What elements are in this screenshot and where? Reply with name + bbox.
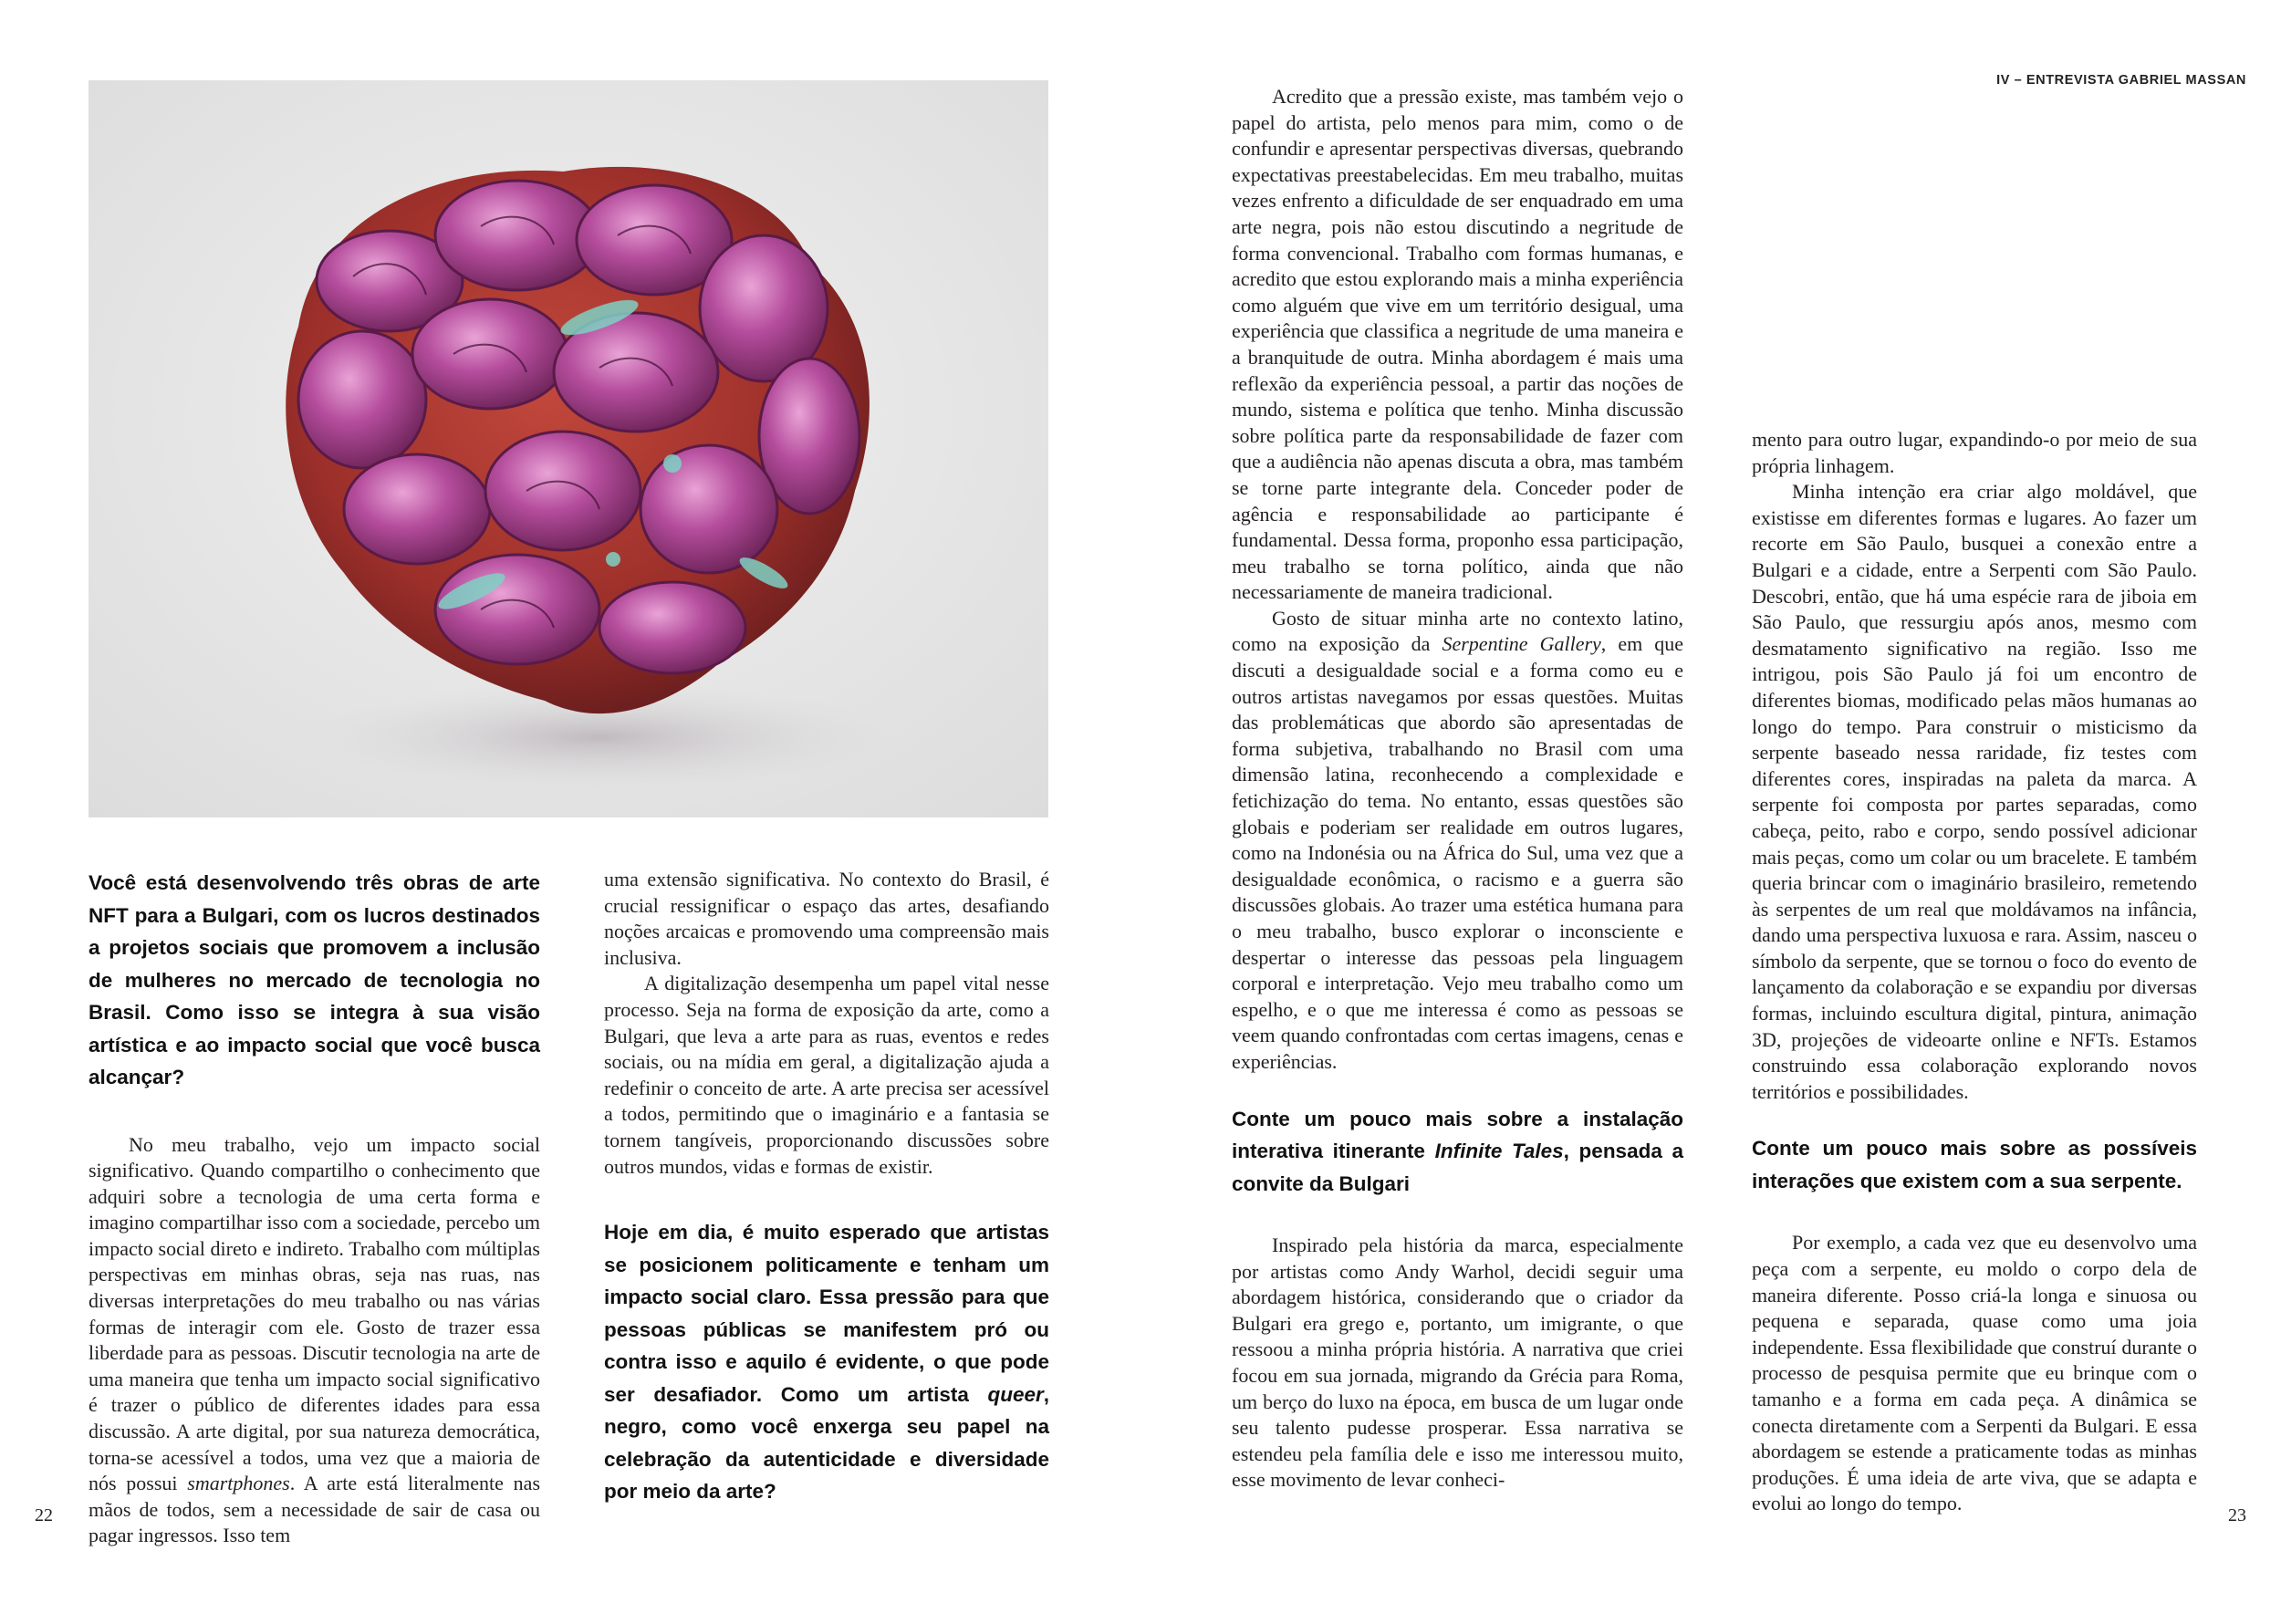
- sculpture-image: [89, 80, 1048, 817]
- answer-paragraph: mento para outro lugar, expandindo-o por meio de sua própria linhagem.: [1752, 428, 2197, 477]
- answer-paragraph: Minha intenção era criar algo moldável, que existisse em diferentes formas e lugares. Ao fazer um recorte em São Paulo, busquei a conexão entre a Bulgari e a cidade, entre a Serpenti com São Paulo. Descobri, então, que há uma espécie rara de jiboia em São Paulo, que ressurgiu após anos, mesmo com desmatamento significativo na região. Isso me intrigou, pois São Paulo já foi um encontro de diferentes biomas, modificado pelas mãos humanas ao longo do tempo. Para construir o misticismo da serpente baseado nessa raridade, fiz testes com diferentes cores, inspiradas na paleta da marca. A serpente foi composta por partes separadas, como cabeça, peito, rabo e corpo, sendo possível adicionar mais peças, como um colar ou um bracelete. E também queria brincar com o imaginário brasileiro, remetendo às serpentes de um real que moldávamos na infância, dando uma perspectiva luxuosa e rara. Assim, nasceu o símbolo da serpente, que se tornou o foco do evento de lançamento da colaboração e se expandiu por diversas formas, incluindo escultura digital, pintura, animação 3D, projeções de videoarte online e NFTs. Estamos construindo essa colaboração explorando novos territórios e possibilidades.: [1752, 480, 2197, 1103]
- answer-paragraph: No meu trabalho, vejo um impacto social significativo. Quando compartilho o conhecimento que adquiri sobre a tecnologia de uma certa forma e imagino compartilhar isso com a sociedade, percebo um impacto social direto e indireto. Trabalho com múltiplas perspectivas em minhas obras, seja nas ruas, nas diversas interpretações do meu trabalho ou nas várias formas de interagir com ele. Gosto de trazer essa liberdade para as pessoas. Discutir tecnologia na arte de uma maneira que tenha um impacto social significativo é trazer o público de diferentes idades para essa discussão. A arte digital, por sua natureza democrática, torna-se acessível a todos, uma vez que a maioria de nós possui smartphones. A arte está literalmente nas mãos de todos, sem a necessidade de sair de casa ou pagar ingressos. Isso tem: [89, 1132, 541, 1547]
- answer-paragraph: Acredito que a pressão existe, mas também vejo o papel do artista, pelo menos para mim, como o de confundir e apresentar perspectivas diversas, quebrando expectativas preestabelecidas. Em meu trabalho, muitas vezes enfrento a dificuldade de ser enquadrado em uma arte negra, pois não estou discutindo a negritude de forma convencional. Trabalho com formas humanas, e acredito que estou explorando mais a minha experiência como alguém que vive em um território desigual, uma experiência que classifica a negritude de uma maneira e a branquitude de outra. Minha abordagem é mais uma reflexão da experiência pessoal, a partir das noções de mundo, sistema e política que tenho. Minha discussão sobre política parte da responsabilidade de fazer com que a audiência não apenas discuta a obra, mas também se torne parte integrante dela. Conceder poder de agência e responsabilidade ao participante é fundamental. Dessa forma, proponho essa participação, meu trabalho se torna político, ainda que não necessariamente de maneira tradicional.: [1232, 85, 1683, 604]
- running-head: IV – ENTREVISTA GABRIEL MASSAN: [1996, 73, 2246, 88]
- left-page: [0, 0, 1140, 1624]
- column-4: [1752, 427, 2197, 1517]
- interview-question-1: Você está desenvolvendo três obras de arte NFT para a Bulgari, com os lucros destinados a projetos sociais que promovem a inclusão de mulheres no mercado de tecnologia no Brasil. Como isso se integra à sua visão artística e ao impacto social que você busca alcançar?: [89, 871, 540, 1088]
- interview-question-3: Conte um pouco mais sobre a instalação interativa itinerante Infinite Tales, pensada a convite da Bulgari: [1232, 1107, 1683, 1195]
- page-number-left: 22: [35, 1505, 53, 1525]
- answer-paragraph: Por exemplo, a cada vez que eu desenvolvo uma peça com a serpente, eu moldo o corpo dela de maneira diferente. Posso criá-la longa e sinuosa ou pequena e separada, quase como uma joia independente. Essa flexibilidade que construí durante o processo de pesquisa permite que eu brinque com o tamanho e a forma em cada peça. A dinâmica se conecta diretamente com a Serpenti da Bulgari. E essa abordagem se estende a praticamente todas as minhas produções. É uma ideia de arte viva, que se adapta e evolui ao longo do tempo.: [1752, 1231, 2197, 1515]
- right-page: [1140, 0, 2281, 1624]
- answer-paragraph: Gosto de situar minha arte no contexto latino, como na exposição da Serpentine Gallery, em que discuti a desigualdade social e a forma como eu e outros artistas navegamos por essas questões. Muitas das problemáticas que abordo são apresentadas de forma subjetiva, trabalhando no Brasil com uma dimensão latina, reconhecendo a complexidade e fetichização do tema. No entanto, essas questões são globais e poderiam ser realidade em outros lugares, como na Indonésia ou na África do Sul, uma vez que a desigualdade econômica, o racismo e a guerra são discussões globais. Ao trazer uma estética humana para o meu trabalho, busco explorar o inconsciente e despertar o interesse das pessoas pela linguagem corporal e interpretação. Vejo meu trabalho como um espelho, e o que me interessa é como as pessoas se veem quando confrontadas com certas imagens, cenas e experiências.: [1232, 606, 1683, 1073]
- interview-question-4: Conte um pouco mais sobre as possíveis interações que existem com a sua serpente.: [1752, 1137, 2197, 1192]
- sculpture-photo: [89, 80, 1048, 817]
- column-1: [89, 867, 540, 1549]
- answer-paragraph: A digitalização desempenha um papel vital nesse processo. Seja na forma de exposição da arte, como a Bulgari, que leva a arte para as ruas, eventos e redes sociais, ou na mídia em geral, a digitalização ajuda a redefinir o conceito de arte. A arte precisa ser acessível a todos, permitindo que o imaginário e a fantasia se tornem tangíveis, proporcionando discussões sobre outros mundos, vidas e formas de existir.: [604, 972, 1049, 1178]
- column-2: [604, 867, 1049, 1508]
- page-number-right: 23: [2228, 1505, 2246, 1525]
- answer-paragraph: Inspirado pela história da marca, especialmente por artistas como Andy Warhol, decidi seguir uma abordagem histórica, considerando que o criador da Bulgari era grego e, portanto, um imigrante, o que ressoou a minha própria história. A narrativa que criei focou em sua jornada, migrando da Grécia para Roma, um berço do luxo na época, em busca de um lugar onde seu talento pudesse prosperar. Essa narrativa se estendeu pela família dele e isso me interessou muito, esse movimento de levar conheci-: [1232, 1234, 1683, 1492]
- column-3: [1232, 84, 1683, 1494]
- interview-question-2: Hoje em dia, é muito esperado que artistas se posicionem politicamente e tenham um impacto social claro. Essa pressão para que pessoas públicas se manifestem pró ou contra isso e aquilo é evidente, o que pode ser desafiador. Como um artista queer, negro, como você enxerga seu papel na celebração da autenticidade e diversidade por meio da arte?: [604, 1221, 1049, 1504]
- answer-paragraph: uma extensão significativa. No contexto do Brasil, é crucial ressignificar o espaço das artes, desafiando noções arcaicas e promovendo uma compreensão mais inclusiva.: [604, 868, 1049, 969]
